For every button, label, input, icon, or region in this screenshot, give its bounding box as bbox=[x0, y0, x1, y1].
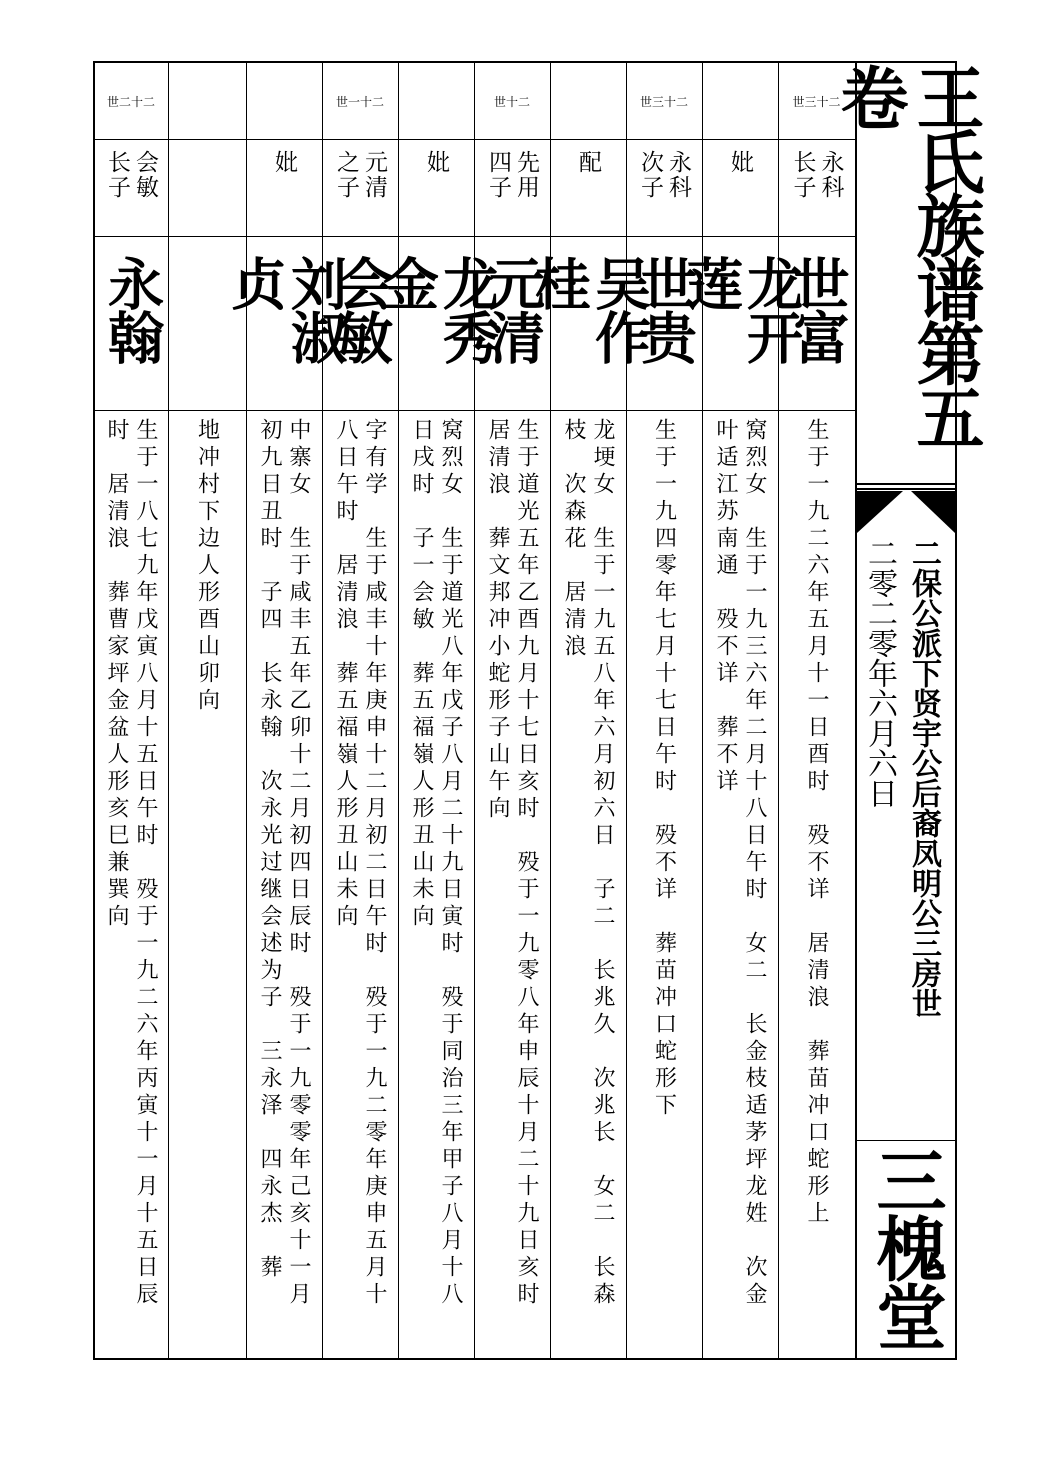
biography-cell bbox=[168, 418, 246, 1358]
person-name-cell bbox=[526, 255, 651, 405]
relation-cell bbox=[246, 150, 322, 236]
relation-cell bbox=[778, 150, 855, 236]
person-name: 会敏 bbox=[328, 255, 393, 363]
hall-divider bbox=[857, 1140, 955, 1141]
biography-cell bbox=[94, 418, 168, 1358]
generation-cell bbox=[474, 63, 550, 139]
relation-label: 配 bbox=[575, 150, 601, 175]
biography-cell bbox=[702, 418, 778, 1358]
generation-label: 二十二世 bbox=[106, 94, 155, 109]
biography-cell bbox=[474, 418, 550, 1358]
relation-cell bbox=[626, 150, 702, 236]
biography-cell bbox=[626, 418, 702, 1358]
relation-label: 永科 长子 bbox=[789, 150, 844, 200]
person-name-cell bbox=[374, 255, 499, 405]
biography-text: 生于一九四零年七月十七日午时 殁不详 葬苗冲口蛇形下 bbox=[651, 418, 677, 1120]
person-name: 龙开莲 bbox=[678, 255, 803, 363]
relation-cell bbox=[94, 150, 168, 236]
hall-name: 三槐堂 bbox=[865, 1145, 947, 1349]
lineage-cell bbox=[906, 538, 952, 1138]
biography-text: 窝烈女 生于一九三六年二月十八日午时 女二 长金枝适茅坪龙姓 次金 叶适江苏南通 殁不详 葬不详 bbox=[713, 418, 767, 1309]
biography-text: 生于一九二六年五月十一日酉时 殁不详 居清浪 葬苗冲口蛇形上 bbox=[804, 418, 829, 1228]
hall-name-cell bbox=[857, 1145, 955, 1357]
generation-cell bbox=[778, 63, 855, 139]
biography-text: 生于道光五年乙酉九月十七日亥时 殁于一九零八年申辰十月二十九日亥时 居清浪 葬文邦冲小蛇形子山午向 bbox=[485, 418, 539, 1309]
biography-text: 中寨女 生于咸丰五年乙卯十二月初四日辰时 殁于一九零零年己亥十一月 初九日丑时 子四 长永翰 次永光过继会述为子 三永泽 四永杰 葬 bbox=[257, 418, 311, 1309]
relation-label: 妣 bbox=[423, 150, 449, 175]
relation-cell bbox=[550, 150, 626, 236]
relation-cell bbox=[474, 150, 550, 236]
biography-text: 窝烈女 生于道光八年戊子八月二十九日寅时 殁于同治三年甲子八月十八 日戌时 子一会敏 葬五福嶺人形丑山未向 bbox=[409, 418, 463, 1309]
person-name: 刘淑贞 bbox=[222, 255, 347, 363]
generation-label: 二十一世 bbox=[335, 94, 384, 109]
date-cell bbox=[862, 538, 902, 838]
generation-cell bbox=[626, 63, 702, 139]
book-title: 王氏族谱第五卷 bbox=[829, 63, 984, 447]
person-name: 元清 bbox=[480, 255, 545, 363]
person-name: 世贵 bbox=[632, 255, 697, 363]
row-divider bbox=[93, 139, 855, 140]
biography-cell bbox=[778, 418, 855, 1358]
biography-text: 字有学 生于咸丰十年庚申十二月初二日午时 殁于一九二零年庚申五月十 八日午时 居清浪 葬五福嶺人形丑山未向 bbox=[333, 418, 387, 1309]
biography-text: 地冲村下边人形酉山卯向 bbox=[194, 418, 220, 715]
generation-label: 二十三世 bbox=[639, 94, 688, 109]
relation-label: 会敏 长子 bbox=[104, 150, 158, 200]
compile-date: 二零二零年六月六日 bbox=[862, 538, 897, 808]
generation-cell bbox=[94, 63, 168, 139]
person-name: 龙秀金 bbox=[374, 255, 499, 363]
relation-cell bbox=[398, 150, 474, 236]
biography-text: 龙埂女 生于一九五八年六月初六日 子二 长兆久 次兆长 女二 长森 枝 次森花 居清浪 bbox=[561, 418, 615, 1309]
generation-label: 二十世 bbox=[493, 94, 530, 109]
title-banner-ornament bbox=[855, 483, 957, 535]
relation-label: 妣 bbox=[727, 150, 753, 175]
biography-cell bbox=[322, 418, 398, 1358]
relation-label: 妣 bbox=[271, 150, 297, 175]
person-name: 吴作桂 bbox=[526, 255, 651, 363]
generation-cell bbox=[322, 63, 398, 139]
row-divider bbox=[93, 410, 855, 411]
person-name: 永翰 bbox=[99, 255, 164, 363]
book-title-cell bbox=[829, 63, 984, 485]
biography-cell bbox=[550, 418, 626, 1358]
relation-cell bbox=[702, 150, 778, 236]
person-name-cell bbox=[678, 255, 803, 405]
lineage-text: 二保公派下贤宇公后裔凤明公三房世 bbox=[906, 538, 941, 1018]
relation-label: 元清 之子 bbox=[333, 150, 387, 200]
biography-cell bbox=[398, 418, 474, 1358]
relation-label: 先用 四子 bbox=[485, 150, 539, 200]
person-name-cell bbox=[222, 255, 347, 405]
generation-label: 二十三世 bbox=[792, 94, 841, 109]
relation-label: 永科 次子 bbox=[637, 150, 691, 200]
person-name: 世富 bbox=[784, 255, 850, 363]
row-divider bbox=[93, 236, 855, 237]
biography-cell bbox=[246, 418, 322, 1358]
relation-cell bbox=[322, 150, 398, 236]
person-name-cell bbox=[94, 255, 168, 405]
biography-text: 生于一八七九年戊寅八月十五日午时 殁于一九二六年丙寅十一月十五日辰 时 居清浪 葬曹家坪金盆人形亥巳兼巽向 bbox=[104, 418, 158, 1309]
